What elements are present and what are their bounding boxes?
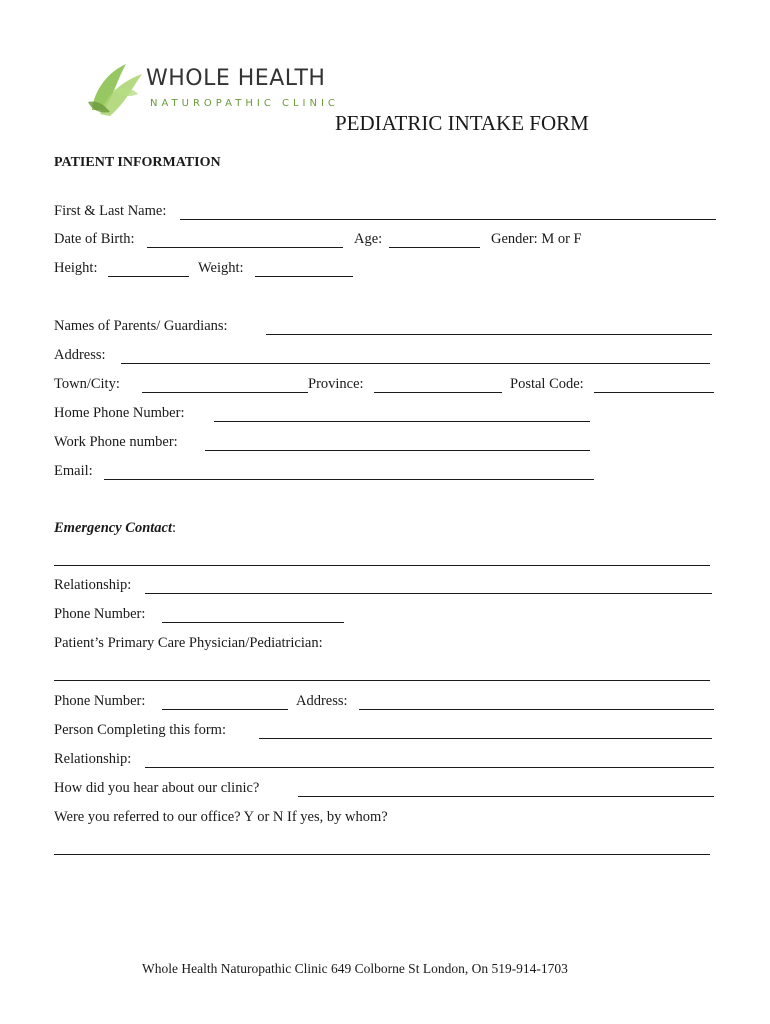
section-title: PATIENT INFORMATION xyxy=(54,155,221,170)
home-phone-row xyxy=(54,405,716,425)
name-row xyxy=(54,203,716,223)
referred-by-row xyxy=(54,838,716,858)
person-completing-row xyxy=(54,722,716,742)
height-field[interactable] xyxy=(108,260,189,277)
parents-label: Names of Parents/ Guardians: xyxy=(54,318,228,334)
person-relationship-label: Relationship: xyxy=(54,751,132,767)
weight-label: Weight: xyxy=(198,260,244,276)
name-field[interactable] xyxy=(180,203,716,220)
work-phone-row xyxy=(54,434,716,454)
person-completing-label: Person Completing this form: xyxy=(54,722,226,738)
footer-contact: Whole Health Naturopathic Clinic 649 Colborne St London, On 519-914-1703 xyxy=(142,961,568,976)
address-label: Address: xyxy=(54,347,106,363)
physician-name-row xyxy=(54,664,716,684)
email-label: Email: xyxy=(54,463,93,479)
hear-about-label: How did you hear about our clinic? xyxy=(54,780,260,796)
leaf-logo-icon xyxy=(86,60,148,120)
physician-contact-row xyxy=(54,693,716,713)
logo-subtitle: NATUROPATHIC CLINIC xyxy=(150,98,339,109)
town-field[interactable] xyxy=(142,376,308,393)
physician-label: Patient’s Primary Care Physician/Pediatrician: xyxy=(54,635,323,651)
physician-name-field[interactable] xyxy=(54,664,710,681)
person-completing-field[interactable] xyxy=(259,722,712,739)
home-phone-field[interactable] xyxy=(214,405,590,422)
emergency-relationship-label: Relationship: xyxy=(54,577,132,593)
referred-label: Were you referred to our office? Y or N If yes, by whom? xyxy=(54,809,388,825)
physician-row xyxy=(54,635,716,655)
dob-field[interactable] xyxy=(147,231,343,248)
parents-field[interactable] xyxy=(266,318,712,335)
emergency-name-field[interactable] xyxy=(54,549,710,566)
physician-phone-label: Phone Number: xyxy=(54,693,146,709)
work-phone-field[interactable] xyxy=(205,434,590,451)
gender-label[interactable]: Gender: M or F xyxy=(491,231,582,247)
email-field[interactable] xyxy=(104,463,594,480)
name-label: First & Last Name: xyxy=(54,203,167,219)
physician-address-field[interactable] xyxy=(359,693,714,710)
person-relationship-field[interactable] xyxy=(145,751,714,768)
dob-label: Date of Birth: xyxy=(54,231,135,247)
height-weight-row xyxy=(54,260,716,280)
emergency-phone-field[interactable] xyxy=(162,606,344,623)
emergency-phone-row xyxy=(54,606,716,626)
town-label: Town/City: xyxy=(54,376,120,392)
physician-phone-field[interactable] xyxy=(162,693,288,710)
address-field[interactable] xyxy=(121,347,710,364)
postal-label: Postal Code: xyxy=(510,376,584,392)
emergency-relationship-field[interactable] xyxy=(145,577,712,594)
height-label: Height: xyxy=(54,260,98,276)
parents-row xyxy=(54,318,716,338)
form-title: PEDIATRIC INTAKE FORM xyxy=(335,111,589,135)
hear-about-row xyxy=(54,780,716,800)
person-relationship-row xyxy=(54,751,716,771)
dob-row xyxy=(54,231,716,251)
emergency-contact-colon: : xyxy=(172,520,177,536)
age-label: Age: xyxy=(354,231,383,247)
emergency-contact-title: Emergency Contact xyxy=(54,520,173,536)
emergency-contact-heading xyxy=(54,520,176,537)
town-row xyxy=(54,376,716,396)
age-field[interactable] xyxy=(389,231,480,248)
province-field[interactable] xyxy=(374,376,502,393)
emergency-name-row xyxy=(54,549,716,569)
address-row xyxy=(54,347,716,367)
referred-row xyxy=(54,809,716,829)
weight-field[interactable] xyxy=(255,260,353,277)
physician-address-label: Address: xyxy=(296,693,348,709)
home-phone-label: Home Phone Number: xyxy=(54,405,185,421)
postal-field[interactable] xyxy=(594,376,714,393)
email-row xyxy=(54,463,716,483)
clinic-logo xyxy=(86,60,339,120)
work-phone-label: Work Phone number: xyxy=(54,434,178,450)
referred-by-field[interactable] xyxy=(54,838,710,855)
province-label: Province: xyxy=(308,376,364,392)
emergency-relationship-row xyxy=(54,577,716,597)
hear-about-field[interactable] xyxy=(298,780,714,797)
emergency-phone-label: Phone Number: xyxy=(54,606,146,622)
logo-name: WHOLE HEALTH xyxy=(146,66,326,91)
